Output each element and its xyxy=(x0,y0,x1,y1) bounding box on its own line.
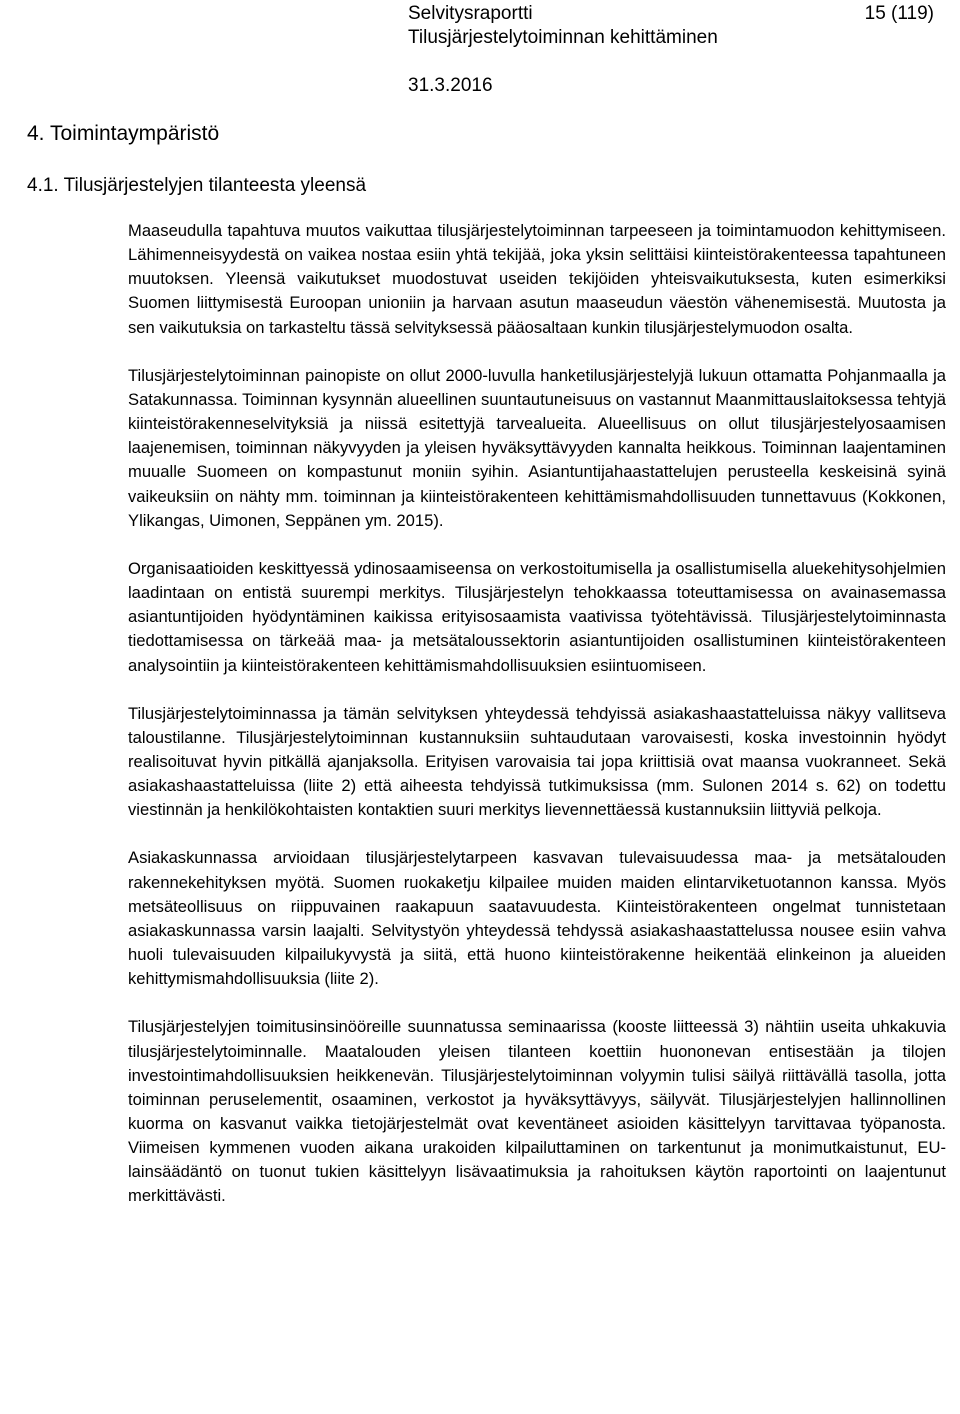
header-date-block xyxy=(408,74,493,98)
paragraph: Maaseudulla tapahtuva muutos vaikuttaa tilusjärjestelytoiminnan tarpeeseen ja toimintamuodon kehittymiseen. Lähimenneisyydestä on vaikea nostaa esiin yhtä tekijää, joka yksin selittäisi kiinteistörakenteessa tapahtuneen muutoksen. Yleensä vaikutukset muodostuvat useiden tekijöiden yhteisvaikutuksesta, kuten esimerkiksi Suomen liittymisestä Euroopan unioniin ja harvaan asutun maaseudun väestön vähenemisestä. Muutosta ja sen vaikutuksia on tarkasteltu tässä selvityksessä pääosaltaan kunkin tilusjärjestelymuodon osalta. xyxy=(128,221,946,337)
subsection-heading: 4.1. Tilusjärjestelyjen tilanteesta yleensä xyxy=(27,175,367,196)
body-text xyxy=(128,219,946,1233)
paragraph: Tilusjärjestelytoiminnassa ja tämän selvityksen yhteydessä tehdyissä asiakashaastatteluissa näkyy vallitseva taloustilanne. Tilusjärjestelytoiminnan kustannuksiin suhtaudutaan varovaisesti, koska investoinnin hyödyt realisoituvat hyvin pitkällä ajanjaksolla. Erityisen varovaisia tai jopa kriittisiä ovat maansa vuokranneet. Sekä asiakashaastatteluissa (liite 2) että aiheesta tehdyissä tutkimuksissa (mm. Sulonen 2014 s. 62) on todettu viestinnän ja henkilökohtaisten kontaktien suuri merkitys lievennettäessä kustannuksiin liittyviä pelkoja. xyxy=(128,703,946,820)
report-date: 31.3.2016 xyxy=(408,75,493,96)
page-number: 15 (119) xyxy=(864,3,934,24)
paragraph: Asiakaskunnassa arvioidaan tilusjärjestelytarpeen kasvavan tulevaisuudessa maa- ja metsätalouden rakennekehityksen myötä. Suomen ruokaketju kilpailee muiden maiden elintarviketuotannon kanssa. Myös metsäteollisuus on riippuvainen raakapuun saatavuudesta. Kiinteistörakenteen ongelmat tunnistetaan asiakaskunnassa varsin laajalti. Selvitystyön yhteydessä tehdyssä asiakashaastattelussa nousee esiin vahva huoli tulevaisuuden kilpailukyvystä ja siitä, että huono kiinteistörakenne heikentää elinkeinon ja alueiden kehittymismahdollisuuksia (liite 2). xyxy=(128,848,946,989)
report-title: Tilusjärjestelytoiminnan kehittäminen xyxy=(408,27,718,48)
page-header xyxy=(408,2,718,50)
report-type: Selvitysraportti xyxy=(408,3,533,24)
paragraph: Organisaatioiden keskittyessä ydinosaamiseensa on verkostoitumisella ja osallistumisella aluekehitysohjelmien laadintaan on entistä suurempi merkitys. Tilusjärjestelyn tehokkaassa toteuttamisessa on avainasemassa asiantuntijoiden hyödyntäminen kaikissa erityisosaamista vaativissa työtehtävissä. Tilusjärjestelytoiminnasta tiedottamisessa on tärkeää maa- ja metsätaloussektorin asiantuntijoiden osallistuminen kiinteistörakenteen analysointiin ja kiinteistörakenteen kehittämismahdollisuuksien esiintuomiseen. xyxy=(128,558,946,675)
section-heading: 4. Toimintaympäristö xyxy=(27,122,220,145)
paragraph: Tilusjärjestelyjen toimitusinsinööreille suunnatussa seminaarissa (kooste liitteessä 3) nähtiin useita uhkakuvia tilusjärjestelytoiminnalle. Maatalouden yleisen tilanteen koettiin huononevan entisestään ja tilojen investointimahdollisuuksien heikkenevän. Tilusjärjestelytoiminnan volyymin tulisi säilyä riittävällä tasolla, jotta toiminnan peruselementit, osaaminen, verkostot ja hyväksyttävyys, säilyvät. Tilusjärjestelyjen hallinnollinen kuorma on kasvanut vaikka tietojärjestelmät ovat keventäneet asioiden käsittelyyn tarvittavaa työpanosta. Viimeisen kymmenen vuoden aikana urakoiden kilpailuttaminen on tarkentunut ja monimutkaistunut, EU-lainsäädäntö on tuonut tukien käsittelyyn lisävaatimuksia ja rahoituksen käytön raportointi on laajentunut merkittävästi. xyxy=(128,1017,946,1206)
paragraph: Tilusjärjestelytoiminnan painopiste on ollut 2000-luvulla hanketilusjärjestelyjä lukuun ottamatta Pohjanmaalla ja Satakunnassa. Toiminnan kysynnän alueellinen suuntautuneisuus on vastannut Maanmittauslaitoksessa tehtyjä kiinteistörakenneselvityksiä ja niissä esitettyjä tarvealueita. Alueellisuus on ollut tilusjärjestelyosaamisen laajenemisen, toiminnan näkyvyyden ja yleisen hyväksyttävyyden kannalta heikkous. Toiminnan laajentaminen muualle Suomeen on kompastunut moniin syihin. Asiantuntijahaastattelujen perusteella keskeisinä syinä vaikeuksiin on nähty mm. toiminnan ja kiinteistörakenteen kehittämismahdollisuuden tunnettavuus (Kokkonen, Ylikangas, Uimonen, Seppänen ym. 2015). xyxy=(128,365,946,530)
